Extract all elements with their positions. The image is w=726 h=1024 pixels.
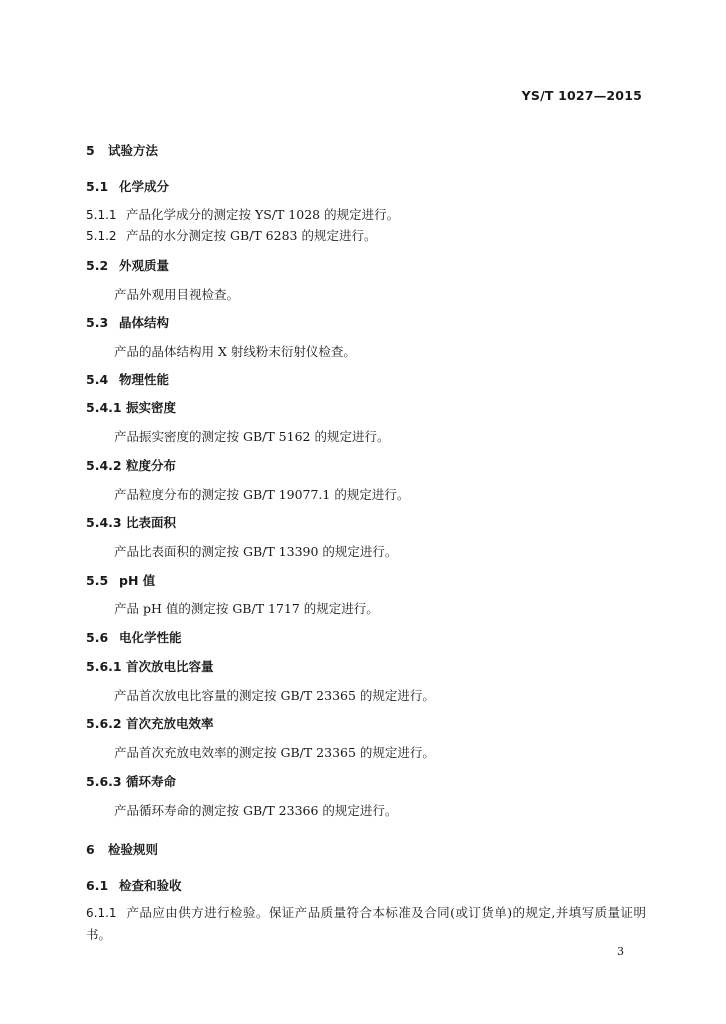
heading-number: 5.6.1 bbox=[86, 659, 122, 674]
paragraph-5-6-1: 产品首次放电比容量的测定按 GB/T 23365 的规定进行。 bbox=[114, 688, 435, 703]
heading-number: 5 bbox=[86, 143, 95, 158]
heading-number: 5.6.3 bbox=[86, 774, 122, 789]
heading-5-5 bbox=[86, 571, 155, 589]
heading-number: 5.1 bbox=[86, 179, 109, 194]
heading-number: 5.3 bbox=[86, 315, 109, 330]
paragraph-5-5: 产品 pH 值的测定按 GB/T 1717 的规定进行。 bbox=[114, 601, 379, 616]
heading-5-1 bbox=[86, 177, 169, 195]
heading-title: 晶体结构 bbox=[119, 315, 170, 330]
heading-title: 粒度分布 bbox=[126, 458, 177, 473]
heading-title: 首次充放电效率 bbox=[126, 716, 214, 731]
heading-title: 电化学性能 bbox=[119, 630, 182, 645]
clause-text: 产品的水分测定按 GB/T 6283 的规定进行。 bbox=[126, 228, 377, 243]
paragraph-5-4-3: 产品比表面积的测定按 GB/T 13390 的规定进行。 bbox=[114, 544, 398, 559]
heading-number: 5.5 bbox=[86, 573, 109, 588]
heading-5-6-2 bbox=[86, 714, 214, 732]
heading-title: 首次放电比容量 bbox=[126, 659, 214, 674]
heading-title: 化学成分 bbox=[119, 179, 170, 194]
heading-6 bbox=[86, 840, 158, 858]
heading-number: 5.4.3 bbox=[86, 515, 122, 530]
paragraph-5-2: 产品外观用目视检查。 bbox=[114, 287, 240, 302]
heading-5-6-3 bbox=[86, 772, 176, 790]
paragraph-5-3: 产品的晶体结构用 X 射线粉末衍射仪检查。 bbox=[114, 344, 356, 359]
heading-number: 6 bbox=[86, 842, 95, 857]
heading-number: 5.6 bbox=[86, 630, 109, 645]
clause-number: 5.1.2 bbox=[86, 229, 117, 243]
heading-5 bbox=[86, 141, 158, 159]
heading-5-4-2 bbox=[86, 456, 176, 474]
heading-title: 外观质量 bbox=[119, 258, 170, 273]
heading-title: 循环寿命 bbox=[126, 774, 177, 789]
heading-5-2 bbox=[86, 256, 169, 274]
heading-number: 6.1 bbox=[86, 878, 109, 893]
heading-number: 5.4.1 bbox=[86, 400, 122, 415]
clause-number: 6.1.1 bbox=[86, 906, 117, 920]
paragraph-5-6-3: 产品循环寿命的测定按 GB/T 23366 的规定进行。 bbox=[114, 803, 398, 818]
heading-5-6 bbox=[86, 628, 182, 646]
clause-5-1-2 bbox=[86, 226, 376, 244]
heading-number: 5.4.2 bbox=[86, 458, 122, 473]
heading-5-4-3 bbox=[86, 513, 176, 531]
paragraph-5-6-2: 产品首次充放电效率的测定按 GB/T 23365 的规定进行。 bbox=[114, 745, 435, 760]
heading-5-6-1 bbox=[86, 657, 214, 675]
paragraph-5-4-1: 产品振实密度的测定按 GB/T 5162 的规定进行。 bbox=[114, 429, 390, 444]
heading-title: 振实密度 bbox=[126, 400, 177, 415]
heading-5-4-1 bbox=[86, 398, 176, 416]
heading-title: 物理性能 bbox=[119, 372, 170, 387]
clause-text: 产品化学成分的测定按 YS/T 1028 的规定进行。 bbox=[126, 207, 400, 222]
heading-title: 检查和验收 bbox=[119, 878, 182, 893]
heading-number: 5.2 bbox=[86, 258, 109, 273]
clause-6-1-1 bbox=[86, 902, 646, 945]
clause-number: 5.1.1 bbox=[86, 208, 117, 222]
heading-title: 检验规则 bbox=[108, 842, 159, 857]
heading-5-3 bbox=[86, 313, 169, 331]
heading-title: pH 值 bbox=[119, 573, 156, 588]
heading-5-4 bbox=[86, 370, 169, 388]
paragraph-5-4-2: 产品粒度分布的测定按 GB/T 19077.1 的规定进行。 bbox=[114, 487, 410, 502]
clause-text: 产品应由供方进行检验。保证产品质量符合本标准及合同(或订货单)的规定,并填写质量证明书。 bbox=[86, 905, 646, 942]
heading-title: 比表面积 bbox=[126, 515, 177, 530]
heading-title: 试验方法 bbox=[108, 143, 159, 158]
heading-6-1 bbox=[86, 876, 182, 894]
heading-number: 5.6.2 bbox=[86, 716, 122, 731]
page-number: 3 bbox=[617, 945, 624, 958]
clause-5-1-1 bbox=[86, 205, 399, 223]
standard-number: YS/T 1027—2015 bbox=[521, 88, 642, 103]
heading-number: 5.4 bbox=[86, 372, 109, 387]
